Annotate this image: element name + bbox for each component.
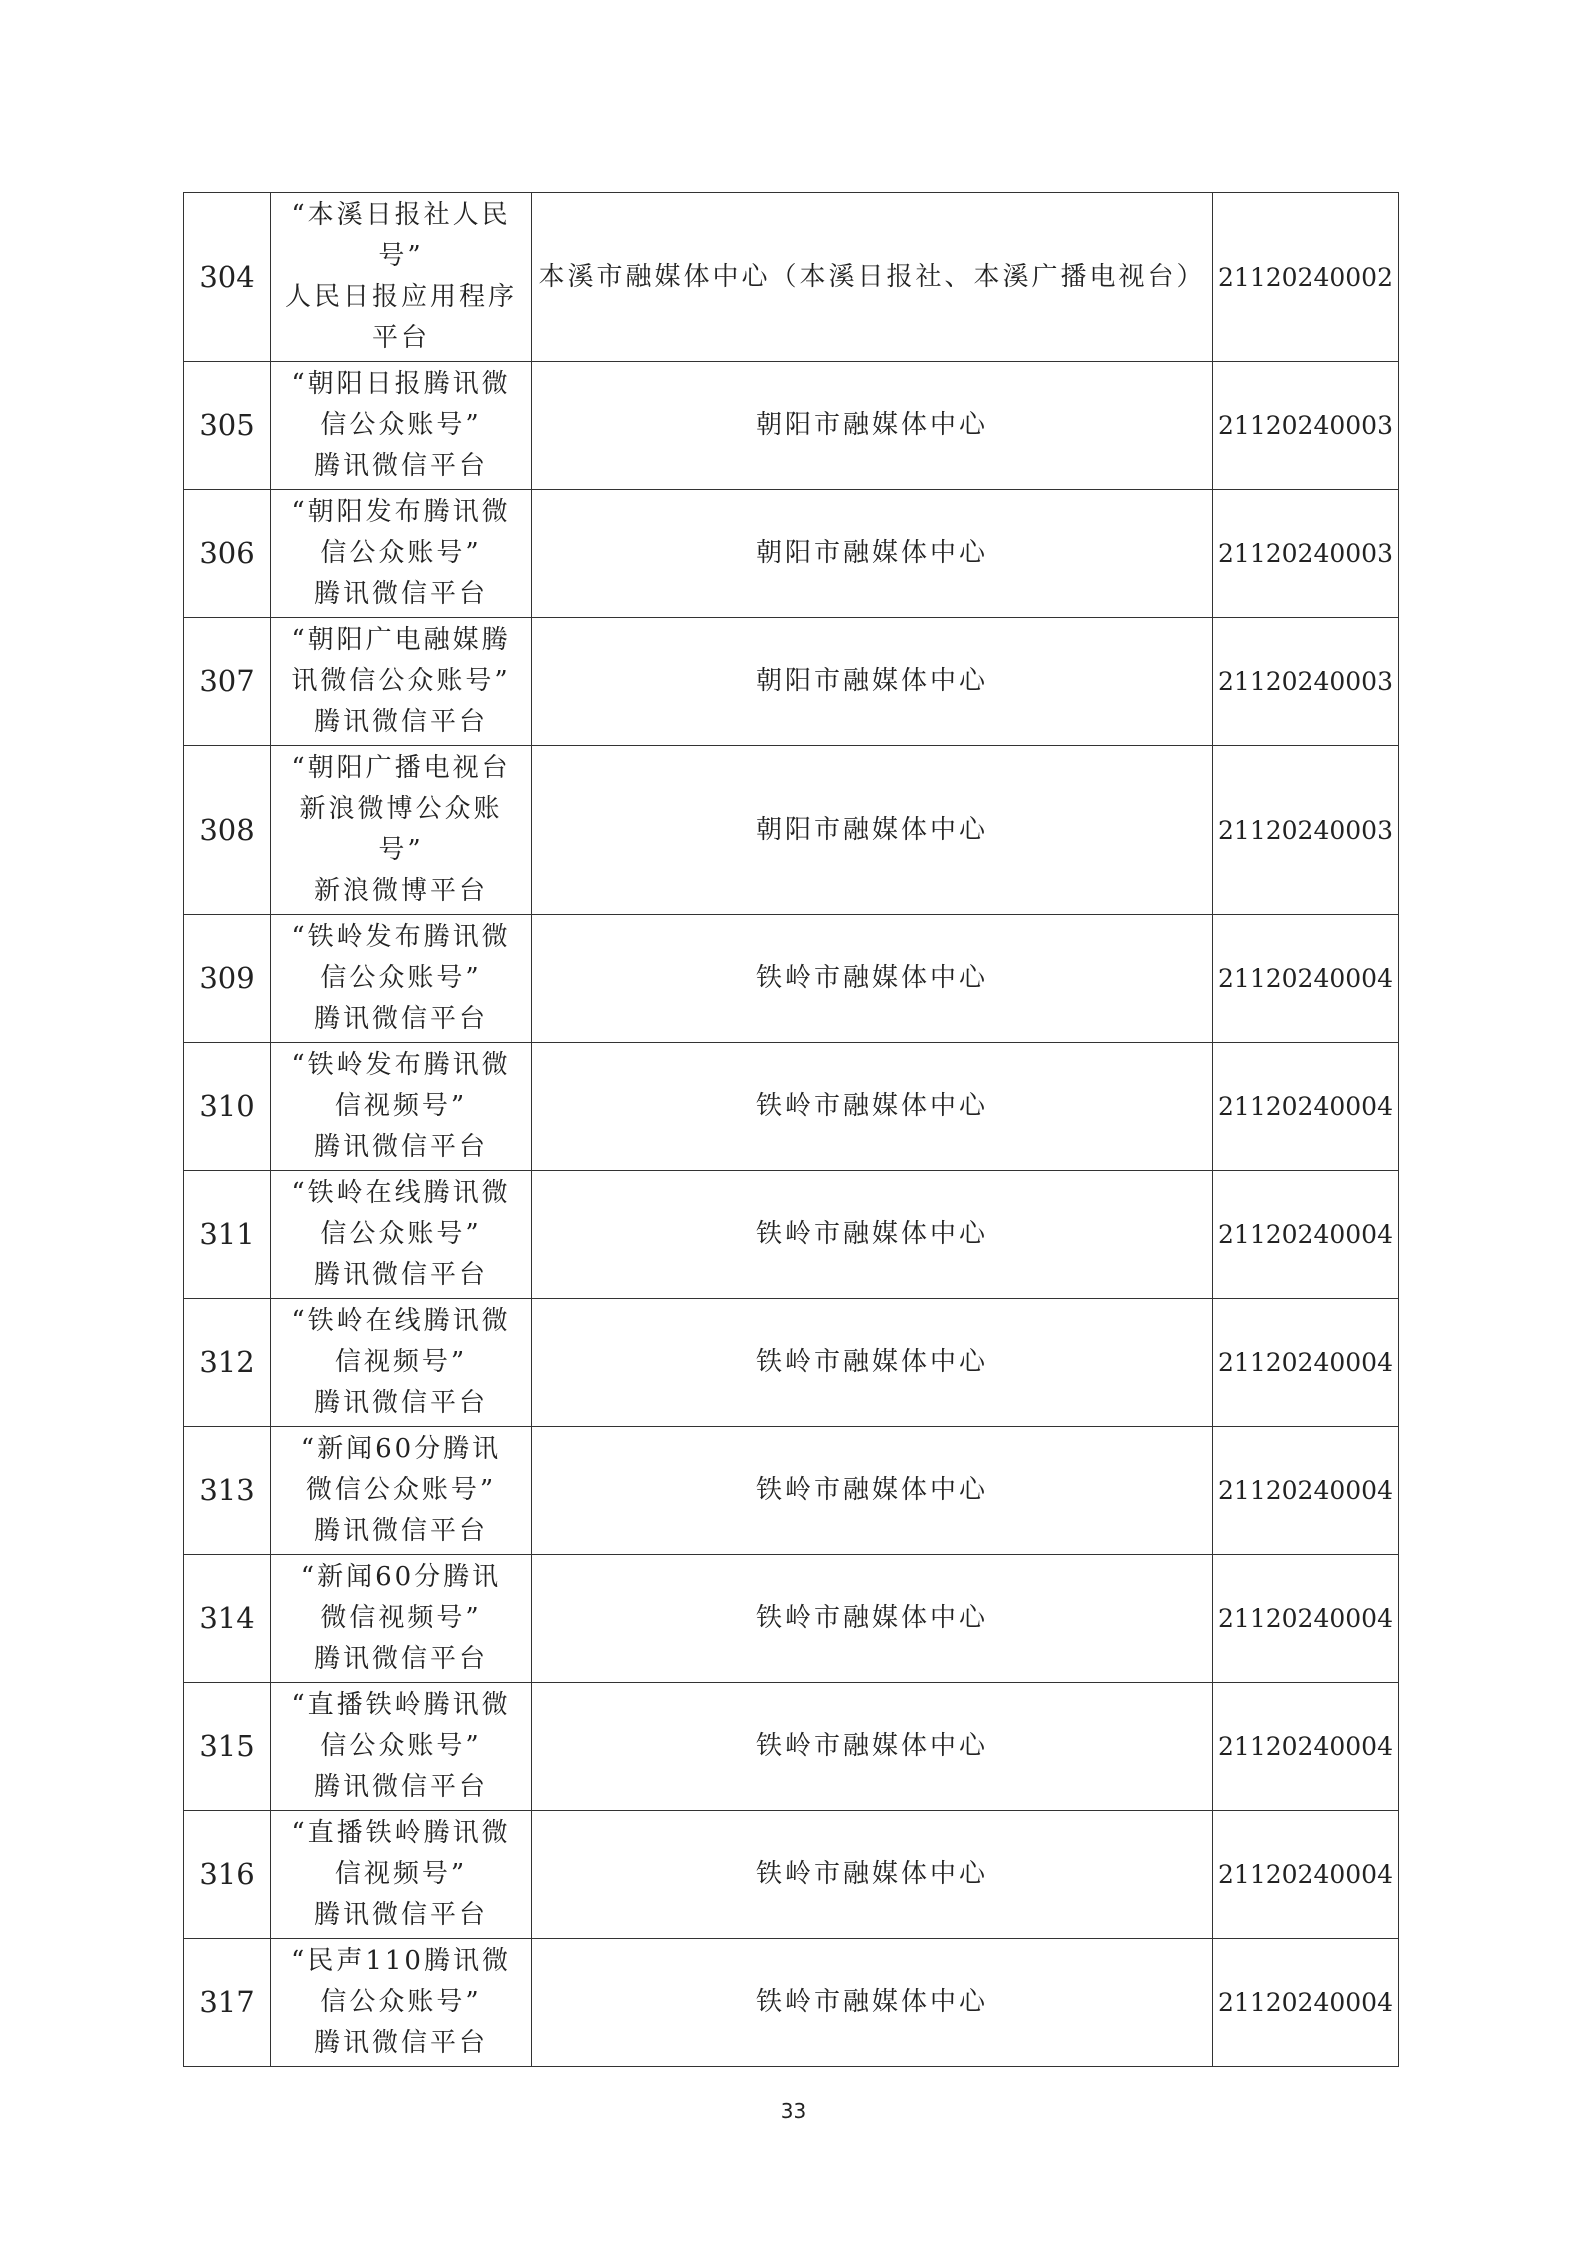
registry-table (183, 192, 1399, 2067)
account-name-line: 号” (378, 241, 424, 271)
account-name-cell (271, 1811, 532, 1939)
account-name-line: 腾讯微信平台 (313, 1516, 488, 1546)
account-name-cell (271, 1427, 532, 1555)
organization-cell: 朝阳市融媒体中心 (532, 362, 1213, 490)
license-code-cell: 21120240004 (1213, 1427, 1399, 1555)
license-code-cell: 21120240004 (1213, 1555, 1399, 1683)
organization-cell: 铁岭市融媒体中心 (532, 1427, 1213, 1555)
organization-cell: 铁岭市融媒体中心 (532, 1811, 1213, 1939)
license-code-cell: 21120240004 (1213, 1299, 1399, 1427)
account-name-line: 腾讯微信平台 (313, 1772, 488, 1802)
row-number-cell: 314 (184, 1555, 271, 1683)
account-name-line: 新浪微博公众账 (299, 794, 503, 824)
account-name-line: 平台 (371, 323, 430, 353)
table-row (184, 1043, 1399, 1171)
account-name-line: 腾讯微信平台 (313, 1004, 488, 1034)
row-number-cell: 307 (184, 618, 271, 746)
account-name-line: 号” (378, 835, 424, 865)
account-name-cell (271, 362, 532, 490)
account-name-line: 腾讯微信平台 (313, 451, 488, 481)
account-name-line: 信公众账号” (320, 410, 482, 440)
account-name-line: 信公众账号” (320, 1731, 482, 1761)
row-number-cell: 309 (184, 915, 271, 1043)
license-code-cell: 21120240003 (1213, 618, 1399, 746)
account-name-cell (271, 746, 532, 915)
organization-cell: 朝阳市融媒体中心 (532, 746, 1213, 915)
account-name-line: 人民日报应用程序 (284, 282, 517, 312)
table-row (184, 362, 1399, 490)
table-row (184, 1427, 1399, 1555)
account-name-line: 信公众账号” (320, 1987, 482, 2017)
row-number-cell: 315 (184, 1683, 271, 1811)
table-row (184, 1683, 1399, 1811)
row-number-cell: 317 (184, 1939, 271, 2067)
organization-cell: 朝阳市融媒体中心 (532, 490, 1213, 618)
account-name-line: 腾讯微信平台 (313, 2028, 488, 2058)
row-number-cell: 312 (184, 1299, 271, 1427)
account-name-cell (271, 618, 532, 746)
account-name-line: “新闻60分腾讯 (300, 1562, 502, 1592)
row-number-cell: 313 (184, 1427, 271, 1555)
organization-cell: 朝阳市融媒体中心 (532, 618, 1213, 746)
account-name-line: “直播铁岭腾讯微 (291, 1818, 511, 1848)
account-name-line: 腾讯微信平台 (313, 1388, 488, 1418)
account-name-line: “铁岭发布腾讯微 (291, 922, 511, 952)
account-name-line: “铁岭在线腾讯微 (291, 1306, 511, 1336)
account-name-line: 新浪微博平台 (313, 876, 488, 906)
account-name-line: “铁岭发布腾讯微 (291, 1050, 511, 1080)
license-code-cell: 21120240002 (1213, 193, 1399, 362)
account-name-line: “新闻60分腾讯 (300, 1434, 502, 1464)
organization-cell: 铁岭市融媒体中心 (532, 1683, 1213, 1811)
account-name-cell (271, 1939, 532, 2067)
row-number-cell: 316 (184, 1811, 271, 1939)
account-name-cell (271, 193, 532, 362)
account-name-cell (271, 1299, 532, 1427)
license-code-cell: 21120240004 (1213, 1939, 1399, 2067)
account-name-line: “朝阳发布腾讯微 (291, 497, 511, 527)
account-name-line: 腾讯微信平台 (313, 1132, 488, 1162)
account-name-line: 信视频号” (334, 1091, 468, 1121)
account-name-line: 信视频号” (334, 1859, 468, 1889)
table-row (184, 1555, 1399, 1683)
account-name-cell (271, 1171, 532, 1299)
account-name-line: “铁岭在线腾讯微 (291, 1178, 511, 1208)
table-body (184, 193, 1399, 2067)
account-name-line: “朝阳广播电视台 (291, 753, 511, 783)
table-row (184, 618, 1399, 746)
organization-cell: 铁岭市融媒体中心 (532, 915, 1213, 1043)
account-name-line: 信公众账号” (320, 963, 482, 993)
page-number: 33 (780, 2099, 807, 2123)
account-name-line: 讯微信公众账号” (291, 666, 511, 696)
organization-cell: 铁岭市融媒体中心 (532, 1555, 1213, 1683)
table-row (184, 915, 1399, 1043)
table-row (184, 1171, 1399, 1299)
table-row (184, 1939, 1399, 2067)
license-code-cell: 21120240003 (1213, 490, 1399, 618)
table-row (184, 193, 1399, 362)
organization-cell: 铁岭市融媒体中心 (532, 1171, 1213, 1299)
table-row (184, 1811, 1399, 1939)
account-name-line: 腾讯微信平台 (313, 707, 488, 737)
license-code-cell: 21120240004 (1213, 1811, 1399, 1939)
account-name-line: 微信公众账号” (305, 1475, 497, 1505)
organization-cell: 铁岭市融媒体中心 (532, 1299, 1213, 1427)
row-number-cell: 306 (184, 490, 271, 618)
license-code-cell: 21120240004 (1213, 915, 1399, 1043)
account-name-line: “朝阳广电融媒腾 (291, 625, 511, 655)
table-row (184, 746, 1399, 915)
row-number-cell: 311 (184, 1171, 271, 1299)
account-name-line: “朝阳日报腾讯微 (291, 369, 511, 399)
account-name-cell (271, 1683, 532, 1811)
account-name-cell (271, 1555, 532, 1683)
table-row (184, 490, 1399, 618)
account-name-line: 腾讯微信平台 (313, 1260, 488, 1290)
organization-cell: 铁岭市融媒体中心 (532, 1939, 1213, 2067)
account-name-line: 信公众账号” (320, 538, 482, 568)
account-name-line: 微信视频号” (320, 1603, 482, 1633)
license-code-cell: 21120240004 (1213, 1043, 1399, 1171)
account-name-line: “本溪日报社人民 (291, 200, 511, 230)
account-name-line: 腾讯微信平台 (313, 579, 488, 609)
row-number-cell: 310 (184, 1043, 271, 1171)
account-name-line: “直播铁岭腾讯微 (291, 1690, 511, 1720)
account-name-line: 信公众账号” (320, 1219, 482, 1249)
account-name-cell (271, 490, 532, 618)
row-number-cell: 308 (184, 746, 271, 915)
organization-cell: 铁岭市融媒体中心 (532, 1043, 1213, 1171)
account-name-cell (271, 915, 532, 1043)
account-name-line: 信视频号” (334, 1347, 468, 1377)
account-name-line: “民声110腾讯微 (291, 1946, 511, 1976)
account-name-line: 腾讯微信平台 (313, 1644, 488, 1674)
row-number-cell: 305 (184, 362, 271, 490)
row-number-cell: 304 (184, 193, 271, 362)
license-code-cell: 21120240003 (1213, 362, 1399, 490)
account-name-line: 腾讯微信平台 (313, 1900, 488, 1930)
account-name-cell (271, 1043, 532, 1171)
license-code-cell: 21120240004 (1213, 1683, 1399, 1811)
license-code-cell: 21120240003 (1213, 746, 1399, 915)
license-code-cell: 21120240004 (1213, 1171, 1399, 1299)
table-row (184, 1299, 1399, 1427)
organization-cell: 本溪市融媒体中心（本溪日报社、本溪广播电视台） (532, 193, 1213, 362)
